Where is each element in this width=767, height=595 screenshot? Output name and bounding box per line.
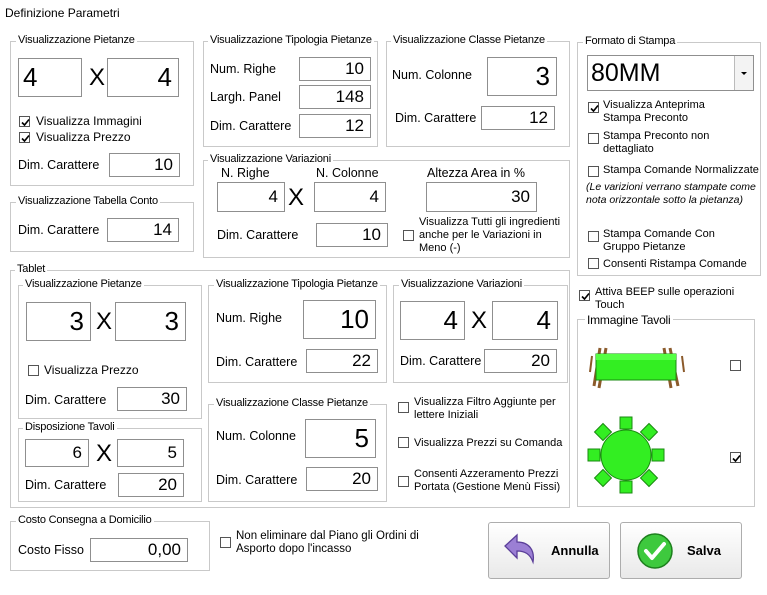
tablet-classe-cols-input[interactable]: 5 <box>305 419 376 458</box>
group-comande-label: Stampa Comande Con Gruppo Pietanze <box>603 228 715 253</box>
preview-preconto-checkbox[interactable] <box>588 102 599 113</box>
undo-arrow-icon <box>499 532 539 570</box>
tablet-classe-font-label: Dim. Carattere <box>216 473 298 487</box>
pietanze-cols-input[interactable]: 4 <box>107 58 179 97</box>
check-mark-icon <box>589 103 600 114</box>
tablet-tipologia-legend: Visualizzazione Tipologia Pietanze <box>216 278 378 290</box>
tablet-disposizione-legend: Disposizione Tavoli <box>25 421 115 433</box>
tablet-pietanze-font-input[interactable]: 30 <box>117 387 187 411</box>
pietanze-font-label: Dim. Carattere <box>18 158 100 172</box>
costo-fisso-label: Costo Fisso <box>18 543 84 557</box>
tablet-disposizione-rows-input[interactable]: 6 <box>25 439 89 467</box>
tablet-show-price-checkbox[interactable] <box>28 365 39 376</box>
tablet-tipologia-font-input[interactable]: 22 <box>306 349 378 373</box>
group-tablet-legend: Tablet <box>17 263 46 275</box>
classe-cols-input[interactable]: 3 <box>487 57 557 96</box>
filter-aggiunte-label: Visualizza Filtro Aggiunte per lettere Iniziali <box>414 396 556 421</box>
variazioni-font-label: Dim. Carattere <box>217 228 299 242</box>
reprint-comande-checkbox[interactable] <box>588 258 599 269</box>
costo-fisso-input[interactable]: 0,00 <box>90 538 188 562</box>
keep-asporto-checkbox[interactable] <box>220 537 231 548</box>
tablet-pietanze-x-sep: X <box>96 308 113 335</box>
preview-preconto-label: Visualizza Anteprima Stampa Preconto <box>603 99 705 124</box>
classe-font-label: Dim. Carattere <box>395 111 477 125</box>
tablet-tipologia-rows-input[interactable]: 10 <box>303 300 376 339</box>
pietanze-font-input[interactable]: 10 <box>109 153 180 177</box>
keep-asporto-label: Non eliminare dal Piano gli Ordini di Asporto dopo l'incasso <box>236 530 419 555</box>
beep-checkbox[interactable] <box>579 290 590 301</box>
tipologia-rows-input[interactable]: 10 <box>299 57 371 81</box>
show-price-label: Visualizza Prezzo <box>36 130 131 144</box>
cancel-button[interactable] <box>488 522 610 579</box>
tipologia-panel-input[interactable]: 148 <box>299 85 371 109</box>
show-images-label: Visualizza Immagini <box>36 114 142 128</box>
prices-on-comanda-label: Visualizza Prezzi su Comanda <box>414 437 563 449</box>
group-classe-legend: Visualizzazione Classe Pietanze <box>393 34 545 46</box>
check-mark-icon <box>580 291 591 302</box>
tablet-tipologia-font-label: Dim. Carattere <box>216 355 298 369</box>
tablet-variazioni-font-label: Dim. Carattere <box>400 354 482 368</box>
tabella-conto-font-input[interactable]: 14 <box>107 218 179 242</box>
normalized-comande-label: Stampa Comande Normalizzate <box>603 164 759 176</box>
show-images-checkbox[interactable] <box>19 116 30 127</box>
group-costo-consegna-legend: Costo Consegna a Domicilio <box>18 514 152 526</box>
tipologia-font-input[interactable]: 12 <box>299 114 371 138</box>
tipologia-panel-label: Largh. Panel <box>210 90 281 104</box>
rect-table-checkbox[interactable] <box>730 360 741 371</box>
variazioni-cols-label: N. Colonne <box>316 166 379 180</box>
group-variazioni-legend: Visualizzazione Variazioni <box>210 153 331 165</box>
check-mark-icon <box>20 133 31 144</box>
group-immagine-tavoli-legend: Immagine Tavoli <box>587 313 671 327</box>
normalized-comande-checkbox[interactable] <box>588 166 599 177</box>
save-button[interactable] <box>620 522 742 579</box>
rectangular-table-icon[interactable] <box>586 340 686 392</box>
preconto-not-detailed-label: Stampa Preconto non dettagliato <box>603 130 710 155</box>
window-title: Definizione Parametri <box>5 6 120 20</box>
tipologia-font-label: Dim. Carattere <box>210 119 292 133</box>
check-mark-icon <box>20 117 31 128</box>
tablet-classe-legend: Visualizzazione Classe Pietanze <box>216 397 368 409</box>
tablet-variazioni-cols-input[interactable]: 4 <box>492 301 558 340</box>
variations-note: (Le varizioni verrano stampate come nota orizzontale sotto la pietanza) <box>586 181 756 206</box>
variazioni-cols-input[interactable]: 4 <box>314 182 386 212</box>
checkmark-circle-icon <box>636 532 674 570</box>
check-mark-icon <box>731 453 742 464</box>
classe-cols-label: Num. Colonne <box>392 68 472 82</box>
tablet-classe-cols-label: Num. Colonne <box>216 429 296 443</box>
tablet-classe-font-input[interactable]: 20 <box>306 467 378 491</box>
print-format-select[interactable] <box>587 55 754 91</box>
reset-prices-label: Consenti Azzeramento Prezzi Portata (Gestione Menù Fissi) <box>414 468 561 493</box>
tablet-disposizione-cols-input[interactable]: 5 <box>117 439 184 467</box>
cancel-button-label: Annulla <box>551 543 599 558</box>
round-table-checkbox[interactable] <box>730 452 741 463</box>
tablet-show-price-label: Visualizza Prezzo <box>44 363 139 377</box>
save-button-label: Salva <box>687 543 721 558</box>
tablet-variazioni-x-sep: X <box>471 307 488 334</box>
tablet-variazioni-legend: Visualizzazione Variazioni <box>401 278 522 290</box>
prices-on-comanda-checkbox[interactable] <box>398 437 409 448</box>
tabella-conto-font-label: Dim. Carattere <box>18 223 100 237</box>
tablet-pietanze-legend: Visualizzazione Pietanze <box>25 278 142 290</box>
variazioni-height-input[interactable]: 30 <box>426 182 537 212</box>
tipologia-rows-label: Num. Righe <box>210 62 276 76</box>
tablet-pietanze-cols-input[interactable]: 3 <box>115 302 186 341</box>
show-price-checkbox[interactable] <box>19 132 30 143</box>
tablet-variazioni-rows-input[interactable]: 4 <box>400 301 465 340</box>
group-comande-checkbox[interactable] <box>588 231 599 242</box>
pietanze-x-sep: X <box>89 64 106 91</box>
group-formato-stampa-legend: Formato di Stampa <box>585 35 676 47</box>
tablet-pietanze-font-label: Dim. Carattere <box>25 393 107 407</box>
variazioni-x-sep: X <box>288 184 305 211</box>
tablet-variazioni-font-input[interactable]: 20 <box>484 349 557 373</box>
reset-prices-checkbox[interactable] <box>398 476 409 487</box>
print-format-value: 80MM <box>591 59 661 87</box>
all-ingredients-checkbox[interactable] <box>403 230 414 241</box>
variazioni-rows-input[interactable]: 4 <box>217 182 285 212</box>
tablet-disposizione-font-input[interactable]: 20 <box>118 473 184 497</box>
pietanze-rows-input[interactable]: 4 <box>18 58 82 97</box>
group-tabella-conto-legend: Visualizzazione Tabella Conto <box>18 195 158 207</box>
group-vis-pietanze-legend: Visualizzazione Pietanze <box>18 34 135 46</box>
tablet-tipologia-rows-label: Num. Righe <box>216 311 282 325</box>
preconto-not-detailed-checkbox[interactable] <box>588 133 599 144</box>
tablet-pietanze-rows-input[interactable]: 3 <box>26 302 91 341</box>
round-table-icon[interactable] <box>586 415 666 495</box>
beep-label: Attiva BEEP sulle operazioni Touch <box>595 286 735 311</box>
filter-aggiunte-checkbox[interactable] <box>398 402 409 413</box>
tablet-disposizione-x-sep: X <box>96 440 113 467</box>
reprint-comande-label: Consenti Ristampa Comande <box>603 258 747 270</box>
classe-font-input[interactable]: 12 <box>481 106 555 130</box>
dropdown-arrow[interactable] <box>734 56 753 90</box>
variazioni-rows-label: N. Righe <box>221 166 270 180</box>
group-tipologia-legend: Visualizzazione Tipologia Pietanze <box>210 34 372 46</box>
variazioni-font-input[interactable]: 10 <box>316 223 388 247</box>
all-ingredients-label: Visualizza Tutti gli ingredienti anche per le Variazioni in Meno (-) <box>419 216 561 254</box>
tablet-disposizione-font-label: Dim. Carattere <box>25 478 107 492</box>
chevron-down-icon <box>735 56 753 90</box>
variazioni-height-label: Altezza Area in % <box>427 166 525 180</box>
